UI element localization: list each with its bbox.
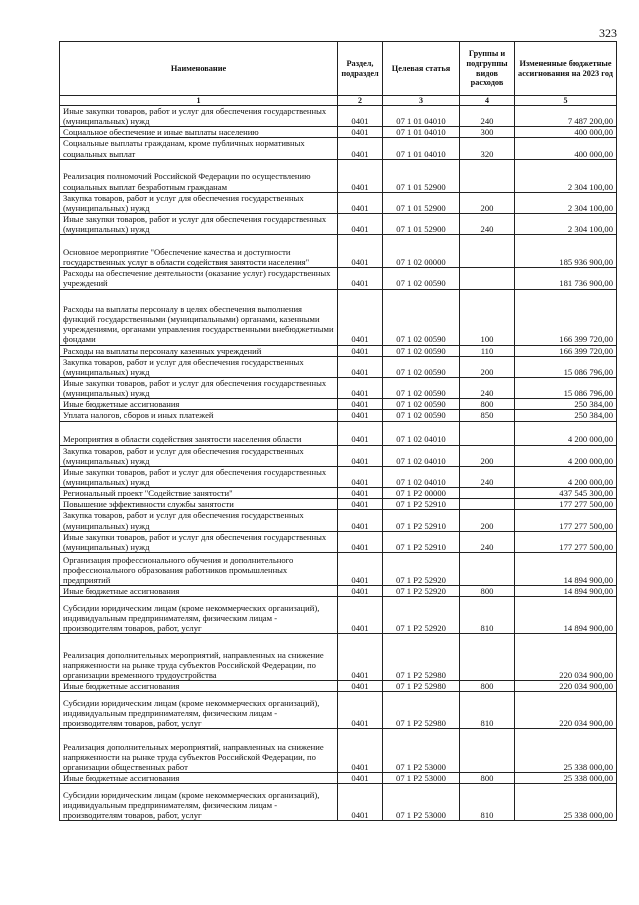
cell-group: 810	[460, 784, 515, 821]
table-row	[60, 235, 617, 268]
cell-section: 0401	[338, 106, 383, 127]
cell-article: 07 1 P2 53000	[383, 773, 460, 784]
cell-group	[460, 634, 515, 681]
cell-section: 0401	[338, 488, 383, 499]
cell-article: 07 1 01 04010	[383, 127, 460, 138]
table-row	[60, 213, 617, 234]
cell-group: 200	[460, 510, 515, 531]
cell-amount: 250 384,00	[515, 410, 617, 421]
cell-section: 0401	[338, 421, 383, 445]
cell-amount: 2 304 100,00	[515, 192, 617, 213]
cell-section: 0401	[338, 410, 383, 421]
cell-amount: 2 304 100,00	[515, 213, 617, 234]
header-name: Наименование	[60, 42, 338, 96]
table-row	[60, 268, 617, 289]
cell-article: 07 1 P2 52920	[383, 585, 460, 596]
table-row	[60, 729, 617, 773]
table-row	[60, 445, 617, 466]
cell-section: 0401	[338, 213, 383, 234]
page-number: 323	[599, 26, 617, 40]
cell-section: 0401	[338, 127, 383, 138]
cell-section: 0401	[338, 692, 383, 729]
cell-name: Реализация дополнительных мероприятий, направленных на снижение напряженности на рынке труда субъектов Российской Федерации, по организации временного трудоустройства	[60, 634, 338, 681]
cell-article: 07 1 P2 52910	[383, 499, 460, 510]
cell-name: Повышение эффективности службы занятости	[60, 499, 338, 510]
cell-article: 07 1 02 04010	[383, 466, 460, 487]
cell-group: 800	[460, 681, 515, 692]
cell-group	[460, 421, 515, 445]
cell-name: Иные закупки товаров, работ и услуг для обеспечения государственных (муниципальных) нужд	[60, 377, 338, 398]
cell-section: 0401	[338, 377, 383, 398]
cell-group: 810	[460, 597, 515, 634]
table-row	[60, 377, 617, 398]
table-row	[60, 681, 617, 692]
header-amount: Измененные бюджетные ассигнования на 2023 год	[515, 42, 617, 96]
cell-name: Реализация дополнительных мероприятий, направленных на снижение напряженности на рынке труда субъектов Российской Федерации, по организации общественных работ	[60, 729, 338, 773]
table-row	[60, 634, 617, 681]
cell-name: Иные закупки товаров, работ и услуг для обеспечения государственных (муниципальных) нужд	[60, 213, 338, 234]
cell-group: 240	[460, 531, 515, 552]
cell-name: Субсидии юридическим лицам (кроме некоммерческих организаций), индивидуальным предпринимателям, физическим лицам - производителям товаров, работ, услуг	[60, 692, 338, 729]
cell-name: Закупка товаров, работ и услуг для обеспечения государственных (муниципальных) нужд	[60, 510, 338, 531]
cell-amount: 166 399 720,00	[515, 345, 617, 356]
table-row	[60, 692, 617, 729]
column-numbers-row	[60, 96, 617, 106]
table-row	[60, 499, 617, 510]
cell-group	[460, 268, 515, 289]
cell-name: Иные бюджетные ассигнования	[60, 681, 338, 692]
cell-article: 07 1 02 00590	[383, 356, 460, 377]
cell-section: 0401	[338, 499, 383, 510]
cell-article: 07 1 P2 52980	[383, 681, 460, 692]
cell-group	[460, 488, 515, 499]
cell-group	[460, 499, 515, 510]
cell-name: Иные закупки товаров, работ и услуг для обеспечения государственных (муниципальных) нужд	[60, 466, 338, 487]
cell-amount: 220 034 900,00	[515, 692, 617, 729]
cell-section: 0401	[338, 356, 383, 377]
cell-group: 200	[460, 445, 515, 466]
cell-name: Иные бюджетные ассигнования	[60, 773, 338, 784]
cell-article: 07 1 P2 52920	[383, 552, 460, 585]
cell-section: 0401	[338, 510, 383, 531]
cell-amount: 25 338 000,00	[515, 784, 617, 821]
cell-group: 800	[460, 773, 515, 784]
cell-section: 0401	[338, 552, 383, 585]
header-section: Раздел, подраздел	[338, 42, 383, 96]
cell-amount: 181 736 900,00	[515, 268, 617, 289]
cell-name: Региональный проект "Содействие занятости"	[60, 488, 338, 499]
table-row	[60, 510, 617, 531]
cell-group	[460, 729, 515, 773]
column-number: 5	[515, 96, 617, 106]
table-row	[60, 410, 617, 421]
cell-section: 0401	[338, 235, 383, 268]
cell-amount: 7 487 200,00	[515, 106, 617, 127]
table-body	[60, 106, 617, 821]
cell-amount: 4 200 000,00	[515, 445, 617, 466]
cell-name: Иные закупки товаров, работ и услуг для обеспечения государственных (муниципальных) нужд	[60, 106, 338, 127]
cell-article: 07 1 01 52900	[383, 159, 460, 192]
cell-article: 07 1 P2 52980	[383, 692, 460, 729]
cell-name: Закупка товаров, работ и услуг для обеспечения государственных (муниципальных) нужд	[60, 192, 338, 213]
table-row	[60, 192, 617, 213]
budget-table	[59, 41, 617, 821]
cell-name: Иные закупки товаров, работ и услуг для обеспечения государственных (муниципальных) нужд	[60, 531, 338, 552]
cell-amount: 400 000,00	[515, 138, 617, 159]
table-row	[60, 421, 617, 445]
cell-amount: 166 399 720,00	[515, 289, 617, 345]
table-row	[60, 356, 617, 377]
cell-section: 0401	[338, 681, 383, 692]
cell-section: 0401	[338, 159, 383, 192]
cell-amount: 4 200 000,00	[515, 466, 617, 487]
cell-article: 07 1 02 00590	[383, 345, 460, 356]
cell-amount: 2 304 100,00	[515, 159, 617, 192]
cell-section: 0401	[338, 345, 383, 356]
cell-article: 07 1 02 00000	[383, 235, 460, 268]
table-row	[60, 488, 617, 499]
table-header-row	[60, 42, 617, 96]
cell-article: 07 1 02 04010	[383, 445, 460, 466]
cell-group: 100	[460, 289, 515, 345]
cell-article: 07 1 P2 52980	[383, 634, 460, 681]
cell-amount: 400 000,00	[515, 127, 617, 138]
cell-name: Социальное обеспечение и иные выплаты населению	[60, 127, 338, 138]
cell-amount: 185 936 900,00	[515, 235, 617, 268]
table-row	[60, 127, 617, 138]
cell-article: 07 1 02 00590	[383, 410, 460, 421]
cell-amount: 220 034 900,00	[515, 634, 617, 681]
cell-group: 110	[460, 345, 515, 356]
cell-group: 240	[460, 213, 515, 234]
cell-group: 200	[460, 356, 515, 377]
cell-amount: 25 338 000,00	[515, 729, 617, 773]
cell-group	[460, 552, 515, 585]
table-row	[60, 585, 617, 596]
cell-article: 07 1 P2 52920	[383, 597, 460, 634]
cell-article: 07 1 02 00590	[383, 268, 460, 289]
table-row	[60, 552, 617, 585]
cell-section: 0401	[338, 729, 383, 773]
table-row	[60, 597, 617, 634]
table-row	[60, 531, 617, 552]
cell-name: Закупка товаров, работ и услуг для обеспечения государственных (муниципальных) нужд	[60, 356, 338, 377]
table-row	[60, 399, 617, 410]
cell-article: 07 1 P2 00000	[383, 488, 460, 499]
cell-article: 07 1 02 00590	[383, 399, 460, 410]
cell-group: 800	[460, 585, 515, 596]
cell-section: 0401	[338, 773, 383, 784]
cell-name: Иные бюджетные ассигнования	[60, 585, 338, 596]
cell-name: Реализация полномочий Российской Федерации по осуществлению социальных выплат безработным гражданам	[60, 159, 338, 192]
cell-amount: 4 200 000,00	[515, 421, 617, 445]
cell-section: 0401	[338, 531, 383, 552]
cell-section: 0401	[338, 466, 383, 487]
cell-name: Расходы на выплаты персоналу казенных учреждений	[60, 345, 338, 356]
cell-group: 200	[460, 192, 515, 213]
column-number: 2	[338, 96, 383, 106]
cell-amount: 220 034 900,00	[515, 681, 617, 692]
cell-name: Субсидии юридическим лицам (кроме некоммерческих организаций), индивидуальным предпринимателям, физическим лицам - производителям товаров, работ, услуг	[60, 784, 338, 821]
table-row	[60, 106, 617, 127]
cell-article: 07 1 01 52900	[383, 213, 460, 234]
header-groups: Группы и подгруппы видов расходов	[460, 42, 515, 96]
cell-amount: 437 545 300,00	[515, 488, 617, 499]
cell-name: Расходы на обеспечение деятельности (оказание услуг) государственных учреждений	[60, 268, 338, 289]
cell-amount: 177 277 500,00	[515, 499, 617, 510]
cell-article: 07 1 P2 52910	[383, 531, 460, 552]
table-row	[60, 138, 617, 159]
cell-section: 0401	[338, 634, 383, 681]
cell-section: 0401	[338, 268, 383, 289]
cell-amount: 15 086 796,00	[515, 377, 617, 398]
cell-article: 07 1 01 04010	[383, 138, 460, 159]
cell-amount: 177 277 500,00	[515, 510, 617, 531]
cell-article: 07 1 P2 53000	[383, 784, 460, 821]
column-number: 4	[460, 96, 515, 106]
cell-amount: 14 894 900,00	[515, 585, 617, 596]
cell-name: Организация профессионального обучения и дополнительного профессионального образования работников промышленных предприятий	[60, 552, 338, 585]
cell-group: 300	[460, 127, 515, 138]
table-row	[60, 159, 617, 192]
cell-name: Уплата налогов, сборов и иных платежей	[60, 410, 338, 421]
cell-section: 0401	[338, 138, 383, 159]
cell-section: 0401	[338, 445, 383, 466]
table-row	[60, 345, 617, 356]
table-row	[60, 773, 617, 784]
cell-amount: 14 894 900,00	[515, 552, 617, 585]
cell-group: 320	[460, 138, 515, 159]
cell-name: Закупка товаров, работ и услуг для обеспечения государственных (муниципальных) нужд	[60, 445, 338, 466]
cell-group: 240	[460, 377, 515, 398]
table-row	[60, 289, 617, 345]
cell-group	[460, 159, 515, 192]
cell-name: Мероприятия в области содействия занятости населения области	[60, 421, 338, 445]
cell-name: Основное мероприятие "Обеспечение качества и доступности государственных услуг в области содействия занятости населения"	[60, 235, 338, 268]
cell-amount: 25 338 000,00	[515, 773, 617, 784]
cell-name: Субсидии юридическим лицам (кроме некоммерческих организаций), индивидуальным предпринимателям, физическим лицам - производителям товаров, работ, услуг	[60, 597, 338, 634]
column-number: 1	[60, 96, 338, 106]
cell-section: 0401	[338, 585, 383, 596]
cell-section: 0401	[338, 784, 383, 821]
cell-amount: 177 277 500,00	[515, 531, 617, 552]
cell-section: 0401	[338, 597, 383, 634]
cell-article: 07 1 02 00590	[383, 289, 460, 345]
table-row	[60, 466, 617, 487]
cell-article: 07 1 01 04010	[383, 106, 460, 127]
cell-group: 240	[460, 466, 515, 487]
cell-section: 0401	[338, 399, 383, 410]
cell-group	[460, 235, 515, 268]
cell-article: 07 1 02 00590	[383, 377, 460, 398]
cell-section: 0401	[338, 192, 383, 213]
header-article: Целевая статья	[383, 42, 460, 96]
cell-amount: 250 384,00	[515, 399, 617, 410]
cell-article: 07 1 01 52900	[383, 192, 460, 213]
cell-name: Расходы на выплаты персоналу в целях обеспечения выполнения функций государственными (муниципальными) органами, казенными учреждениями, органами управления государственными внебюджетными фондами	[60, 289, 338, 345]
table-row	[60, 784, 617, 821]
cell-article: 07 1 P2 53000	[383, 729, 460, 773]
cell-group: 810	[460, 692, 515, 729]
cell-article: 07 1 P2 52910	[383, 510, 460, 531]
cell-name: Социальные выплаты гражданам, кроме публичных нормативных социальных выплат	[60, 138, 338, 159]
cell-group: 850	[460, 410, 515, 421]
column-number: 3	[383, 96, 460, 106]
cell-group: 800	[460, 399, 515, 410]
cell-amount: 15 086 796,00	[515, 356, 617, 377]
cell-group: 240	[460, 106, 515, 127]
cell-name: Иные бюджетные ассигнования	[60, 399, 338, 410]
cell-amount: 14 894 900,00	[515, 597, 617, 634]
cell-section: 0401	[338, 289, 383, 345]
cell-article: 07 1 02 04010	[383, 421, 460, 445]
